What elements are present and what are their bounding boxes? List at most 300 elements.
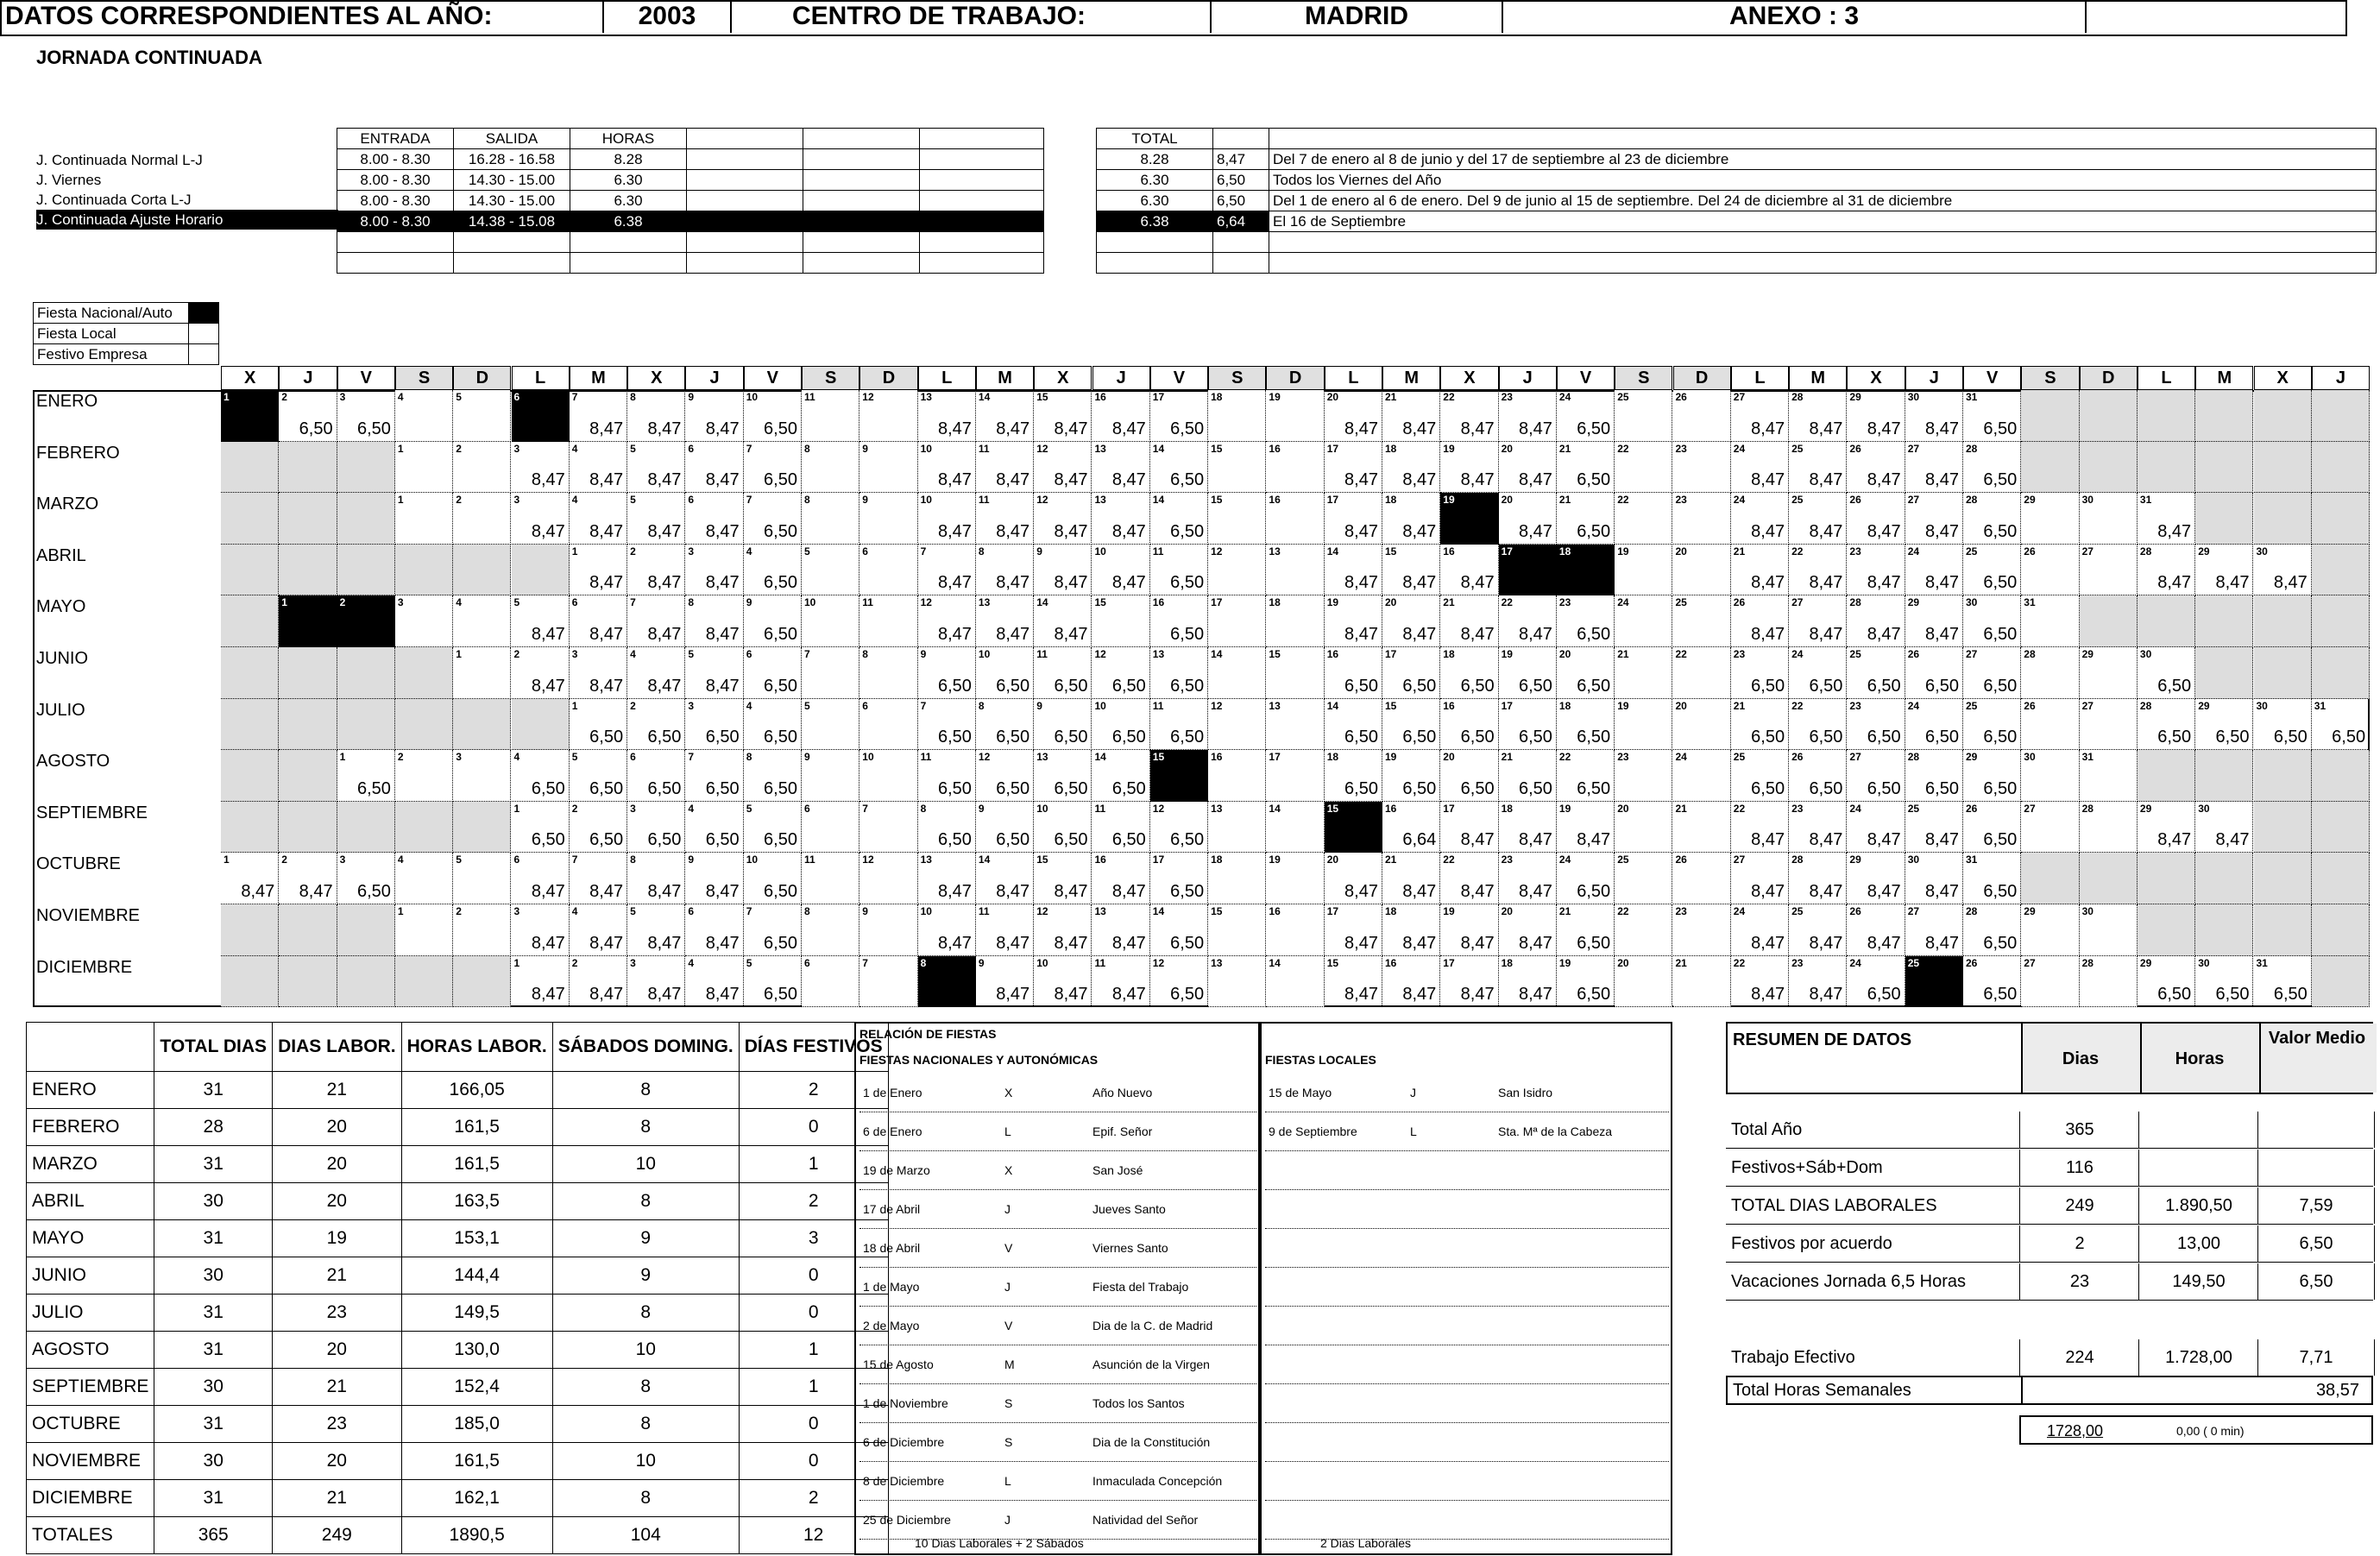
day-hours: 8,47 [1518, 470, 1552, 490]
fiesta-date: 17 de Abril [863, 1202, 921, 1216]
day-number: 13 [1211, 802, 1223, 815]
day-number: 1 [571, 545, 578, 558]
col-total: TOTAL [1097, 129, 1213, 149]
day-number: 12 [1152, 802, 1165, 815]
calendar-day [279, 802, 337, 854]
day-number: 17 [1152, 391, 1165, 403]
day-number: 4 [513, 751, 520, 764]
summary-cell: 10 [552, 1332, 739, 1369]
calendar-day [2138, 545, 2195, 596]
day-hours: 8,47 [1402, 933, 1437, 953]
day-hours: 8,47 [1344, 624, 1378, 644]
day-number: 21 [1385, 391, 1397, 403]
day-number: 4 [571, 442, 578, 455]
day-number: 26 [1849, 442, 1861, 455]
salida: 16.28 - 16.58 [454, 149, 570, 170]
day-hours: 8,47 [1460, 419, 1495, 438]
day-number: 1 [397, 905, 404, 917]
calendar-day [685, 699, 743, 751]
weekday-header: L [918, 366, 976, 390]
resumen-title: RESUMEN DE DATOS [1733, 1030, 1912, 1049]
day-hours: 8,47 [1809, 573, 1843, 593]
day-number: 17 [1326, 442, 1339, 455]
calendar-day [1440, 545, 1498, 596]
calendar-day [685, 802, 743, 854]
entrada: 8.00 - 8.30 [337, 191, 454, 211]
day-hours: 6,50 [1867, 676, 1901, 696]
calendar-day [337, 493, 395, 545]
calendar-day [1499, 390, 1557, 442]
summary-col-header: DIAS LABOR. [273, 1023, 402, 1072]
legend-item: Fiesta Local [34, 324, 189, 344]
day-number: 17 [1152, 854, 1165, 866]
weekday-header: X [1034, 366, 1092, 390]
day-hours: 6,50 [1170, 419, 1205, 438]
day-number: 22 [1443, 391, 1455, 403]
summary-cell: 20 [273, 1332, 402, 1369]
calendar-day [2138, 647, 2195, 699]
day-number: 30 [2081, 494, 2094, 507]
resumen-dias: 365 [2019, 1112, 2139, 1148]
calendar-day [859, 595, 917, 647]
calendar-day [2021, 802, 2079, 854]
day-number: 5 [746, 956, 752, 969]
calendar-day [1673, 802, 1731, 854]
fiestas-national-list [859, 1074, 1256, 1540]
calendar-day [1208, 904, 1266, 956]
calendar-day [976, 442, 1034, 494]
calendar-day [2312, 545, 2370, 596]
month-name: MARZO [36, 495, 99, 514]
calendar-day [570, 390, 627, 442]
resumen-row [1726, 1225, 2373, 1263]
calendar-day [1382, 493, 1440, 545]
day-number: 26 [1966, 802, 1978, 815]
day-number: 3 [339, 391, 346, 403]
calendar-day [1034, 956, 1092, 1008]
day-hours: 8,47 [1925, 470, 1959, 490]
table-row [27, 1517, 889, 1554]
day-hours: 8,47 [1518, 881, 1552, 901]
day-number: 4 [688, 802, 695, 815]
summary-cell: 1 [739, 1369, 888, 1406]
day-number: 17 [1326, 494, 1339, 507]
day-hours: 6,50 [531, 830, 565, 850]
resumen-label: Festivos por acuerdo [1731, 1234, 1892, 1253]
day-number: 8 [746, 751, 752, 764]
schedule-table [337, 128, 1044, 274]
day-number: 19 [1269, 854, 1281, 866]
fiesta-date: 1 de Enero [863, 1086, 922, 1099]
day-hours: 8,47 [589, 881, 624, 901]
calendar-day [1673, 545, 1731, 596]
calendar-day [1092, 956, 1150, 1008]
calendar-day [1092, 647, 1150, 699]
calendar-day [2254, 647, 2312, 699]
calendar-day [1615, 750, 1672, 802]
calendar-day [337, 595, 395, 647]
calendar-day [1731, 442, 1789, 494]
day-number: 1 [456, 648, 462, 660]
day-number: 30 [2139, 648, 2152, 660]
description: El 16 de Septiembre [1269, 211, 2377, 232]
day-number: 6 [571, 596, 578, 609]
calendar-day [1789, 750, 1847, 802]
day-number: 21 [1558, 494, 1571, 507]
day-hours: 8,47 [1344, 419, 1378, 438]
calendar-day [570, 493, 627, 545]
salida: 14.30 - 15.00 [454, 170, 570, 191]
calendar-day [744, 853, 802, 904]
day-hours: 6,50 [937, 830, 972, 850]
day-number: 22 [1443, 854, 1455, 866]
day-number: 27 [2081, 545, 2094, 558]
calendar-day [976, 750, 1034, 802]
day-number: 5 [746, 802, 752, 815]
summary-col-header: SÁBADOS DOMING. [552, 1023, 739, 1072]
day-number: 16 [1269, 442, 1281, 455]
day-number: 22 [1791, 545, 1804, 558]
day-hours: 6,50 [1170, 728, 1205, 747]
calendar-day [395, 699, 453, 751]
calendar-day [2195, 442, 2253, 494]
day-number: 11 [1094, 802, 1106, 815]
calendar-day [744, 904, 802, 956]
calendar-day [859, 904, 917, 956]
calendar-day [859, 390, 917, 442]
day-number: 21 [1558, 905, 1571, 917]
day-number: 16 [1152, 596, 1165, 609]
calendar-day [744, 647, 802, 699]
day-hours: 6,50 [1170, 470, 1205, 490]
day-number: 27 [2024, 802, 2036, 815]
day-number: 17 [1269, 751, 1281, 764]
fiestas-national-title: FIESTAS NACIONALES Y AUTONÓMICAS [859, 1053, 1099, 1067]
fiesta-name: Dia de la C. de Madrid [1092, 1319, 1213, 1332]
day-hours: 6,50 [764, 985, 797, 1005]
salida: 14.30 - 15.00 [454, 191, 570, 211]
day-hours: 6,50 [1170, 573, 1205, 593]
day-number: 8 [978, 545, 985, 558]
calendar-day [1150, 956, 1208, 1008]
day-number: 19 [1501, 648, 1513, 660]
calendar-day [512, 699, 570, 751]
summary-cell: 149,5 [401, 1295, 552, 1332]
calendar-day [2312, 802, 2370, 854]
calendar-day [1557, 390, 1615, 442]
calendar-day [1208, 442, 1266, 494]
day-number: 17 [1443, 802, 1455, 815]
calendar-day [976, 390, 1034, 442]
day-number: 10 [804, 596, 816, 609]
day-number: 14 [1094, 751, 1106, 764]
calendar-day [2080, 904, 2138, 956]
calendar-day [2254, 442, 2312, 494]
day-number: 1 [513, 956, 520, 969]
calendar-day [685, 904, 743, 956]
calendar-day [1034, 904, 1092, 956]
day-hours: 8,47 [1809, 830, 1843, 850]
day-number: 16 [1443, 699, 1455, 712]
day-hours: 8,47 [589, 624, 624, 644]
day-hours: 8,47 [589, 933, 624, 953]
day-number: 13 [1269, 545, 1281, 558]
calendar-day [1557, 853, 1615, 904]
calendar-day [1789, 802, 1847, 854]
summary-cell: 104 [552, 1517, 739, 1554]
fiesta-name: San José [1092, 1163, 1143, 1177]
table-row [27, 1146, 889, 1183]
day-number: 12 [1211, 545, 1223, 558]
calendar-day [1615, 390, 1672, 442]
resumen-medio: 7,71 [2257, 1339, 2375, 1376]
weekday-header: J [279, 366, 337, 390]
header-bar [0, 0, 2347, 36]
day-hours: 8,47 [1925, 521, 1959, 541]
summary-cell: 0 [739, 1257, 888, 1295]
summary-cell: 8 [552, 1480, 739, 1517]
fiesta-weekday: L [1004, 1474, 1011, 1488]
calendar-day [2195, 545, 2253, 596]
day-number: 21 [1385, 854, 1397, 866]
summary-cell: 1 [739, 1332, 888, 1369]
calendar-day [744, 493, 802, 545]
resumen-dias: 249 [2019, 1187, 2139, 1224]
day-number: 20 [1558, 648, 1571, 660]
fiesta-name: Sta. Mª de la Cabeza [1498, 1124, 1613, 1138]
calendar-day [1150, 802, 1208, 854]
calendar-day [1440, 853, 1498, 904]
day-number: 20 [1501, 442, 1513, 455]
day-number: 11 [1094, 956, 1106, 969]
day-hours: 8,47 [1460, 881, 1495, 901]
summary-month: MAYO [27, 1220, 154, 1257]
calendar-day [2080, 545, 2138, 596]
calendar-day [453, 956, 511, 1008]
table-row [27, 1332, 889, 1369]
calendar-day [570, 545, 627, 596]
month-name: FEBRERO [36, 443, 120, 463]
day-number: 24 [1675, 751, 1687, 764]
day-number: 10 [920, 494, 932, 507]
day-number: 26 [1907, 648, 1920, 660]
calendar-day [395, 595, 453, 647]
summary-cell: 185,0 [401, 1406, 552, 1443]
fiesta-date: 18 de Abril [863, 1241, 921, 1255]
day-number: 18 [1385, 905, 1397, 917]
day-hours: 8,47 [1111, 470, 1146, 490]
day-number: 8 [804, 905, 810, 917]
day-number: 26 [2024, 545, 2036, 558]
resumen-label: Vacaciones Jornada 6,5 Horas [1731, 1272, 1967, 1291]
calendar-day [570, 595, 627, 647]
day-number: 25 [1791, 905, 1804, 917]
day-hours: 6,50 [1983, 830, 2018, 850]
calendar-day [2138, 493, 2195, 545]
fiesta-name: Epif. Señor [1092, 1124, 1153, 1138]
calendar-day [1440, 647, 1498, 699]
day-hours: 8,47 [996, 985, 1030, 1005]
calendar-day [685, 956, 743, 1008]
fiesta-date: 19 de Marzo [863, 1163, 930, 1177]
day-hours: 8,47 [1925, 419, 1959, 438]
day-number: 17 [1211, 596, 1223, 609]
day-hours: 6,50 [1983, 419, 2018, 438]
day-number: 27 [1907, 442, 1920, 455]
calendar-day [279, 390, 337, 442]
day-hours: 6,50 [705, 830, 740, 850]
day-number: 9 [920, 648, 927, 660]
weekday-header: D [859, 366, 917, 390]
calendar-day [1905, 390, 1963, 442]
day-number: 26 [1791, 751, 1804, 764]
calendar-day [2138, 390, 2195, 442]
day-number: 15 [1211, 494, 1223, 507]
resumen-horas: 149,50 [2138, 1263, 2258, 1300]
calendar-day [1034, 647, 1092, 699]
summary-cell: 8 [552, 1183, 739, 1220]
summary-cell: 8 [552, 1072, 739, 1109]
day-hours: 8,47 [299, 881, 333, 901]
fiesta-row [859, 1462, 1256, 1501]
day-number: 5 [571, 751, 578, 764]
day-number: 19 [1617, 699, 1629, 712]
day-number: 10 [1094, 699, 1106, 712]
day-number: 23 [1849, 545, 1861, 558]
schedule-label: J. Continuada Normal L-J [36, 152, 203, 168]
summary-cell: 162,1 [401, 1480, 552, 1517]
calendar-day [1266, 493, 1324, 545]
calendar-day [395, 956, 453, 1008]
day-number: 6 [630, 751, 636, 764]
day-hours: 6,50 [705, 778, 740, 798]
day-hours: 8,47 [705, 676, 740, 696]
day-number: 20 [1675, 545, 1687, 558]
calendar-day [2312, 595, 2370, 647]
table-row [27, 1072, 889, 1109]
calendar-day [976, 904, 1034, 956]
day-hours: 8,47 [1111, 985, 1146, 1005]
fiestas-local-title: FIESTAS LOCALES [1265, 1053, 1376, 1067]
total: 6.30 [1097, 170, 1213, 191]
day-number: 26 [1849, 494, 1861, 507]
day-hours: 8,47 [937, 624, 972, 644]
weekday-header: J [1905, 366, 1963, 390]
day-hours: 6,50 [1983, 778, 2018, 798]
day-hours: 8,47 [1925, 881, 1959, 901]
day-hours: 8,47 [1402, 573, 1437, 593]
day-hours: 6,50 [1577, 985, 1611, 1005]
calendar-day [2195, 956, 2253, 1008]
day-number: 9 [862, 442, 868, 455]
calendar-day [1789, 390, 1847, 442]
day-hours: 8,47 [1402, 881, 1437, 901]
summary-cell: 152,4 [401, 1369, 552, 1406]
summary-cell: 31 [154, 1406, 273, 1443]
table-row [27, 1480, 889, 1517]
day-hours: 8,47 [705, 419, 740, 438]
calendar-day [395, 802, 453, 854]
day-number: 26 [1675, 391, 1687, 403]
day-number: 2 [456, 905, 462, 917]
decimal: 8,47 [1213, 149, 1269, 170]
resumen-horas: 1.890,50 [2138, 1187, 2258, 1224]
fiesta-row [859, 1112, 1256, 1151]
calendar-day [453, 802, 511, 854]
summary-cell: 0 [739, 1406, 888, 1443]
day-hours: 6,50 [356, 881, 391, 901]
calendar-day [570, 956, 627, 1008]
day-number: 23 [1675, 494, 1687, 507]
day-hours: 8,47 [531, 624, 565, 644]
calendar-day [1673, 493, 1731, 545]
calendar-day [859, 545, 917, 596]
day-number: 17 [1443, 956, 1455, 969]
day-number: 12 [1036, 905, 1048, 917]
resumen-dias: 224 [2019, 1339, 2139, 1376]
fiesta-row [859, 1268, 1256, 1307]
subtitle: JORNADA CONTINUADA [36, 47, 262, 68]
calendar-day [1034, 595, 1092, 647]
fiesta-row [859, 1384, 1256, 1423]
day-hours: 8,47 [1344, 470, 1378, 490]
summary-cell: 1 [739, 1146, 888, 1183]
day-hours: 6,50 [1111, 830, 1146, 850]
day-number: 2 [630, 545, 636, 558]
summary-month: AGOSTO [27, 1332, 154, 1369]
day-number: 10 [1036, 802, 1048, 815]
summary-cell: 9 [552, 1220, 739, 1257]
day-number: 4 [571, 905, 578, 917]
summary-cell: 31 [154, 1332, 273, 1369]
calendar-grid [33, 366, 2380, 1008]
day-hours: 8,47 [996, 573, 1030, 593]
day-hours: 8,47 [647, 624, 682, 644]
day-hours: 6,50 [1170, 624, 1205, 644]
day-hours: 6,50 [1518, 676, 1552, 696]
day-number: 1 [571, 699, 578, 712]
calendar-day [337, 853, 395, 904]
day-number: 3 [630, 802, 636, 815]
calendar-day [1557, 595, 1615, 647]
calendar-day [1673, 442, 1731, 494]
day-number: 6 [688, 442, 695, 455]
calendar-day [221, 647, 279, 699]
summary-cell: 163,5 [401, 1183, 552, 1220]
resumen-label: TOTAL DIAS LABORALES [1731, 1196, 1937, 1215]
table-row [27, 1257, 889, 1295]
calendar-day [1092, 390, 1150, 442]
day-number: 25 [1907, 802, 1920, 815]
month-name: MAYO [36, 597, 86, 617]
day-number: 17 [1326, 905, 1339, 917]
day-hours: 8,47 [1460, 470, 1495, 490]
day-hours: 8,47 [705, 573, 740, 593]
calendar-day [1499, 802, 1557, 854]
calendar-day [1615, 802, 1672, 854]
resumen-dias: 116 [2019, 1150, 2139, 1186]
day-number: 1 [224, 854, 230, 866]
day-number: 3 [513, 494, 520, 507]
day-number: 27 [1733, 854, 1746, 866]
calendar-day [221, 802, 279, 854]
calendar-day [1150, 595, 1208, 647]
calendar-day [1034, 750, 1092, 802]
day-number: 18 [1326, 751, 1339, 764]
day-hours: 6,50 [1577, 470, 1611, 490]
day-hours: 6,50 [1170, 830, 1205, 850]
calendar-day [802, 699, 859, 751]
